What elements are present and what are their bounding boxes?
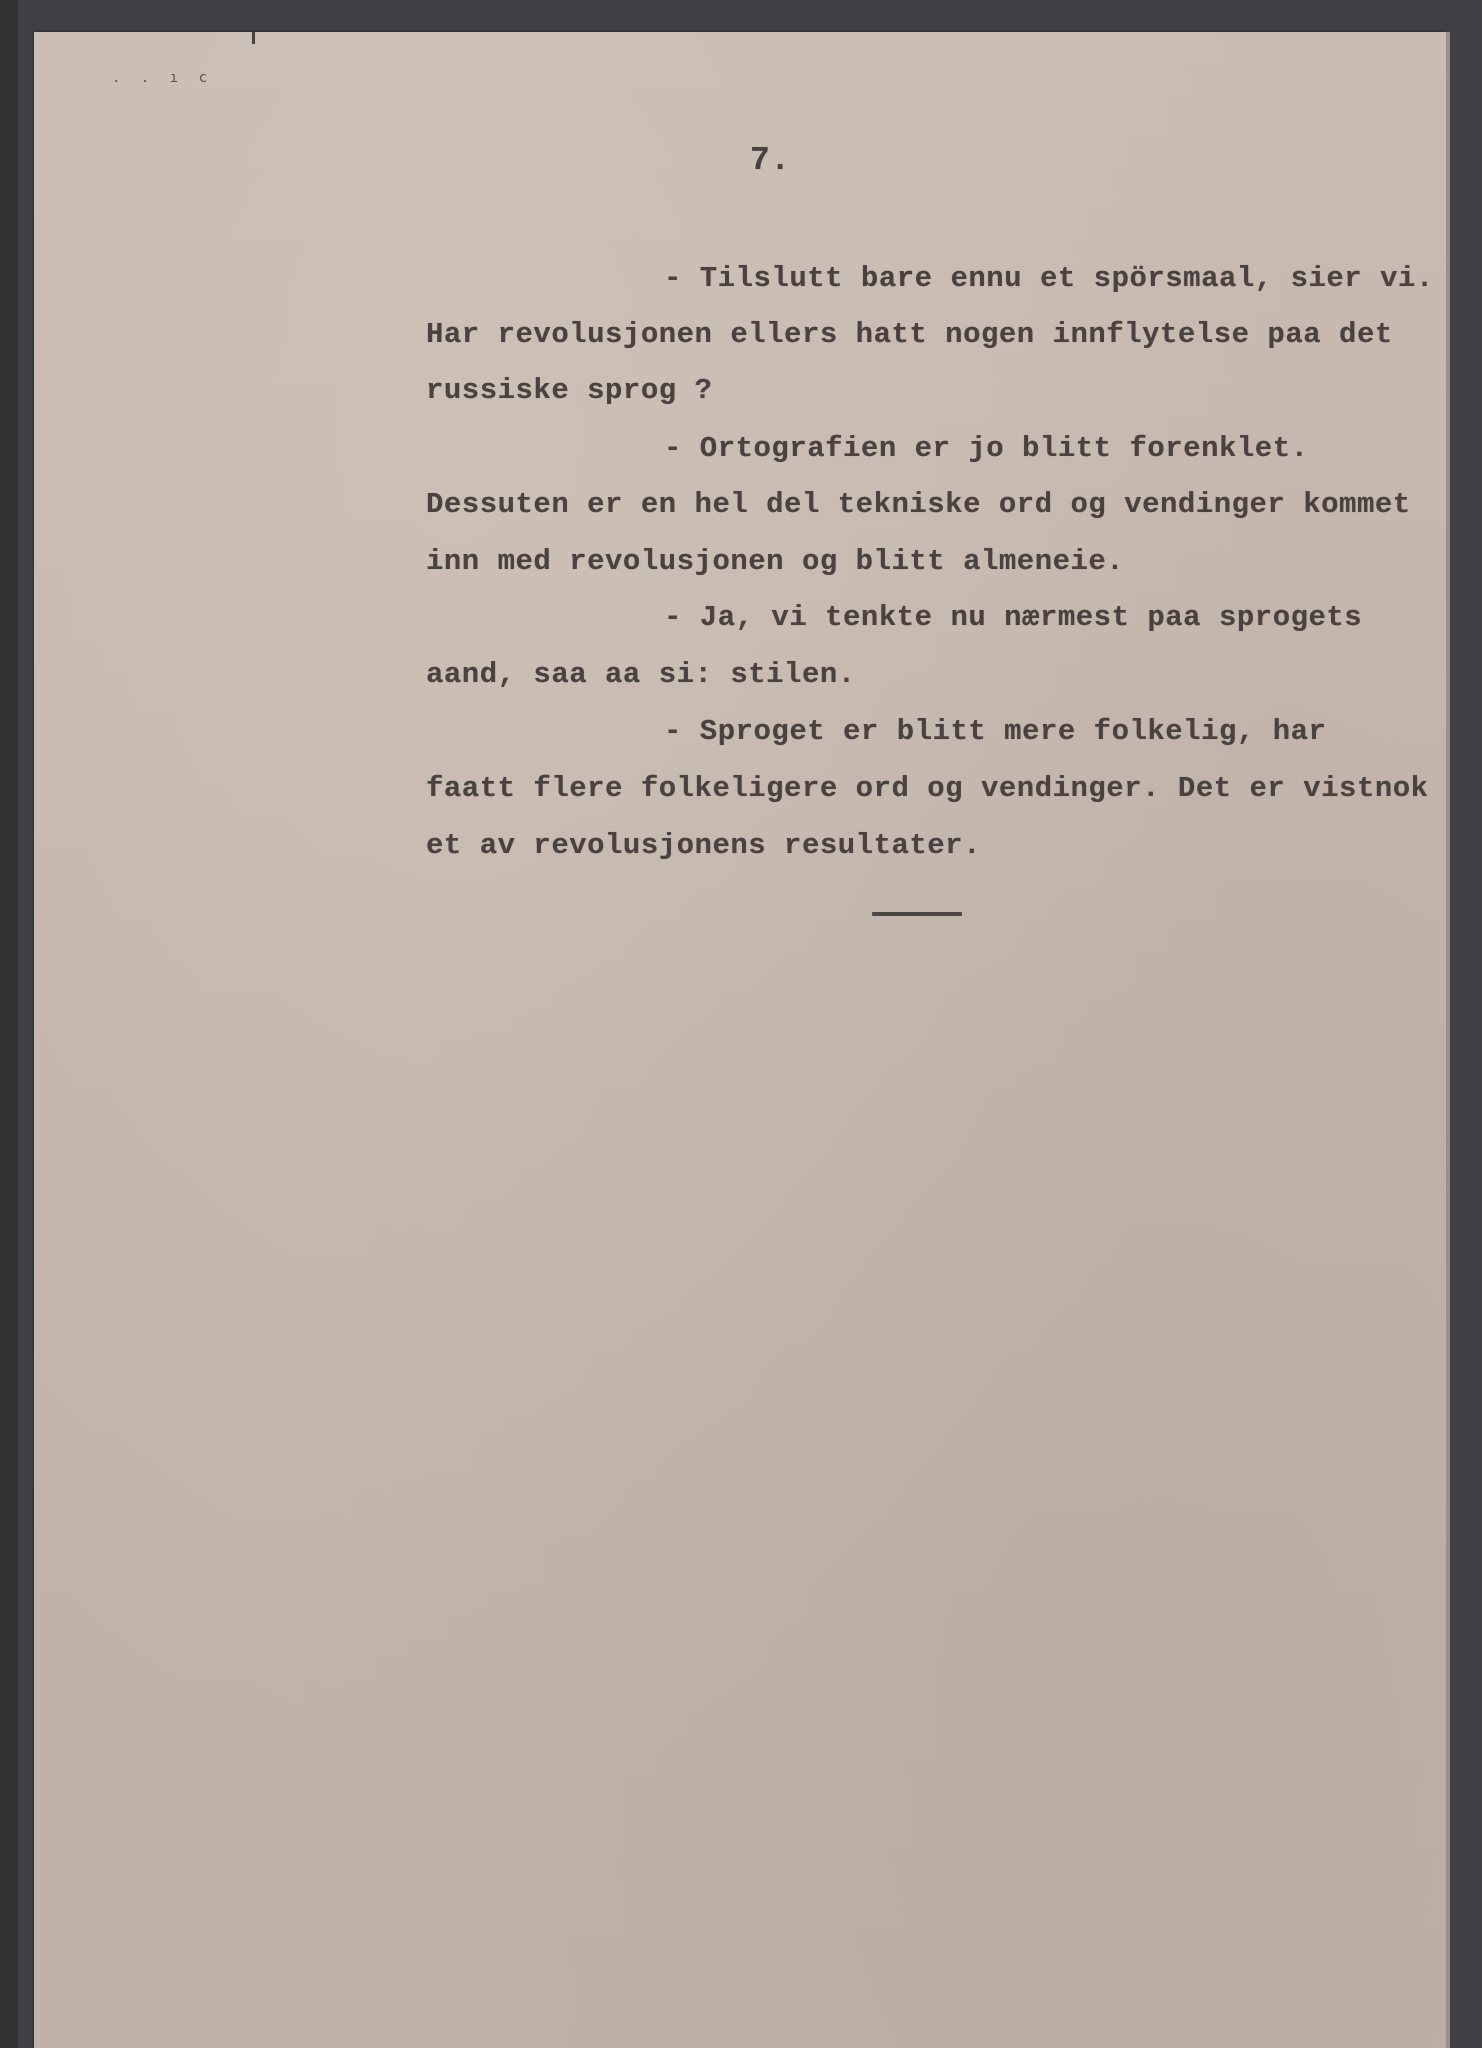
text-line: inn med revolusjonen og blitt almeneie. bbox=[426, 545, 1125, 578]
text-line: aand, saa aa si: stilen. bbox=[426, 658, 856, 691]
page-number: 7. bbox=[750, 142, 791, 179]
text-line: - Tilslutt bare ennu et spörsmaal, sier vi. bbox=[664, 262, 1434, 295]
text-line: - Sproget er blitt mere folkelig, har bbox=[664, 715, 1327, 748]
text-line: - Ortografien er jo blitt forenklet. bbox=[664, 432, 1309, 465]
text-line: Har revolusjonen ellers hatt nogen innflytelse paa det bbox=[426, 318, 1393, 351]
text-line: - Ja, vi tenkte nu nærmest paa sprogets bbox=[664, 601, 1363, 634]
text-line: faatt flere folkeligere ord og vendinger. Det er vistnok bbox=[426, 772, 1429, 805]
binding-edge bbox=[0, 0, 18, 2048]
margin-marks: . . ı c bbox=[112, 70, 214, 86]
text-line: et av revolusjonens resultater. bbox=[426, 829, 981, 862]
text-line: Dessuten er en hel del tekniske ord og vendinger kommet bbox=[426, 488, 1411, 521]
text-line: russiske sprog ? bbox=[426, 374, 713, 407]
top-mark bbox=[252, 32, 255, 44]
paper-edge bbox=[1446, 32, 1450, 2048]
end-separator bbox=[872, 912, 962, 916]
